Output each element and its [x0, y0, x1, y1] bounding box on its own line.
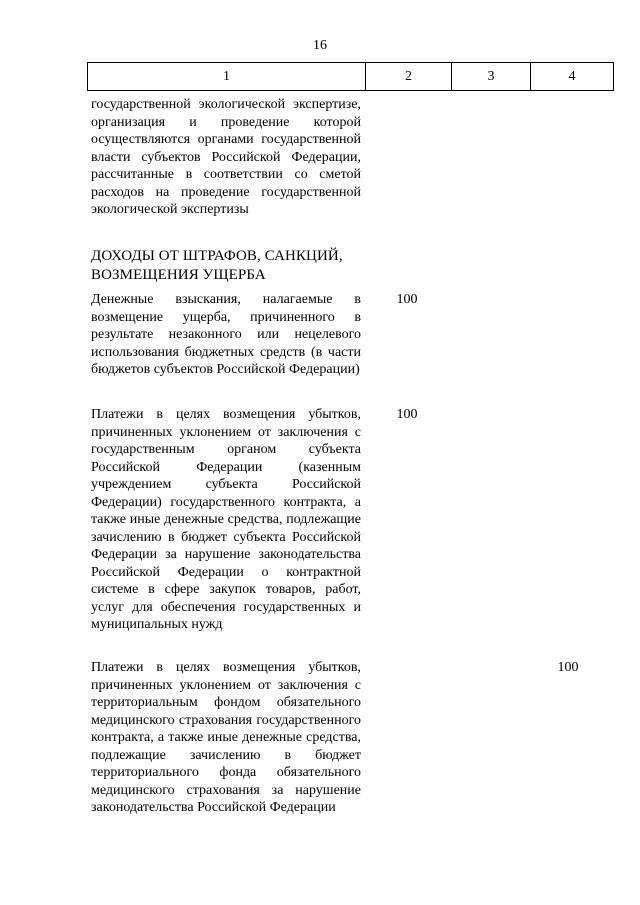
row-text-budget-misuse: Денежные взыскания, налагаемые в возмещение ущерба, причиненного в результате незаконного или нецелевого использования бюджетных средств (в части бюджетов субъектов Российской Федерации) [91, 292, 361, 377]
column-header-3: 3 [452, 63, 531, 91]
row-text-ecological-expertise: государственной экологической экспертизе, организация и проведение которой осуществляются органами государственной власти субъектов Российской Федерации, рассчитанные в соответствии со сметой расходов на проведение государственной экологической экспертизы [91, 97, 361, 217]
row-text-contract-evasion-region: Платежи в целях возмещения убытков, причиненных уклонением от заключения с государственным органом субъекта Российской Федерации (казенным учреждением субъекта Российской Федерации) государственного контракта, а также иные денежные средства, подлежащие зачислению в бюджет субъекта Российской Федерации за нарушение законодательства Российской Федерации о контрактной системе в сфере закупок товаров, работ, услуг для обеспечения государственных и муниципальных нужд [91, 407, 361, 632]
row-value-budget-misuse: 100 [396, 292, 418, 307]
row-text-contract-evasion-fund: Платежи в целях возмещения убытков, причиненных уклонением от заключения с территориальным фондом обязательного медицинского страхования государственного контракта, а также иные денежные средства, подлежащие зачислению в бюджет территориального фонда обязательного медицинского страхования за нарушение законодательства Российской Федерации [91, 660, 361, 815]
column-header-2: 2 [366, 63, 452, 91]
column-header-4: 4 [531, 63, 614, 91]
row-value-contract-evasion-fund: 100 [557, 660, 579, 675]
column-header-table [87, 62, 614, 91]
column-header-row [88, 63, 614, 91]
page-number: 16 [313, 38, 327, 53]
section-heading-fines: ДОХОДЫ ОТ ШТРАФОВ, САНКЦИЙ, ВОЗМЕЩЕНИЯ УЩЕРБА [91, 248, 343, 283]
column-header-1: 1 [88, 63, 366, 91]
row-value-contract-evasion-region: 100 [396, 407, 418, 422]
